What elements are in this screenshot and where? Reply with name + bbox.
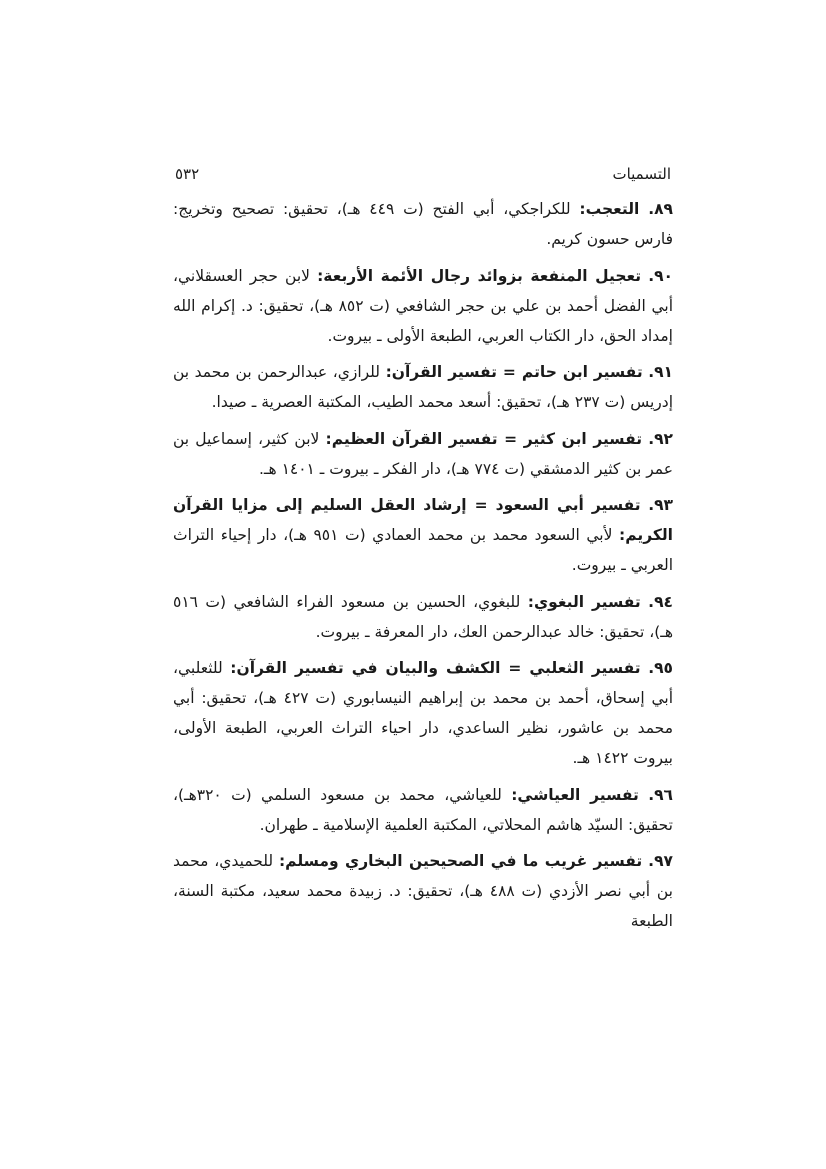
entry-details: للثعلبي، أبي إسحاق، أحمد بن محمد بن إبراهيم النيسابوري (ت ٤٢٧ هـ)، تحقيق: أبي محمد بن عاشور، نظير الساعدي، دار احياء التراث العربي، الطبعة الأولى، بيروت ١٤٢٢ هـ. — [173, 659, 673, 767]
running-title: التسميات — [612, 165, 671, 183]
entry-details: لابن كثير، إسماعيل بن عمر بن كثير الدمشقي (ت ٧٧٤ هـ)، دار الفكر ـ بيروت ـ ١٤٠١ هـ. — [173, 429, 673, 478]
bibliography-entry-91 — [173, 357, 673, 417]
bibliography-list — [173, 194, 673, 943]
entry-details: للبغوي، الحسين بن مسعود الفراء الشافعي (ت ٥١٦ هـ)، تحقيق: خالد عبدالرحمن العك، دار المعرفة ـ بيروت. — [173, 592, 673, 641]
entry-details: لأبي السعود محمد بن محمد العمادي (ت ٩٥١ هـ)، دار إحياء التراث العربي ـ بيروت. — [173, 526, 673, 574]
entry-number: ٨٩. — [648, 200, 673, 218]
entry-number: ٩٥. — [648, 659, 673, 677]
bibliography-entry-89 — [173, 194, 673, 254]
entry-number: ٩٢. — [648, 429, 674, 448]
entry-number: ٩٧. — [648, 852, 673, 870]
entry-title: تفسير البغوي: — [527, 592, 641, 611]
bibliography-entry-97 — [173, 846, 673, 936]
entry-title: تفسير ابن حاتم = تفسير القرآن: — [385, 363, 643, 381]
page-number: ٥٣٢ — [175, 165, 200, 183]
entry-number: ٩٠. — [648, 266, 673, 285]
entry-details: للرازي، عبدالرحمن بن محمد بن إدريس (ت ٢٣٧ هـ)، تحقيق: أسعد محمد الطيب، المكتبة العصرية ـ صيدا. — [173, 363, 673, 411]
bibliography-entry-92 — [173, 424, 673, 484]
bibliography-entry-95 — [173, 653, 673, 773]
entry-title: تفسير العياشي: — [511, 785, 639, 804]
bibliography-entry-94 — [173, 587, 673, 647]
entry-title: تفسير غريب ما في الصحيحين البخاري ومسلم: — [278, 852, 643, 870]
entry-details: للكراجكي، أبي الفتح (ت ٤٤٩ هـ)، تحقيق: تصحيح وتخريج: فارس حسون كريم. — [173, 200, 673, 248]
entry-number: ٩٣. — [648, 496, 674, 514]
running-header — [175, 161, 671, 187]
entry-details: لابن حجر العسقلاني، أبي الفضل أحمد بن علي بن حجر الشافعي (ت ٨٥٢ هـ)، تحقيق: د. إكرام الله إمداد الحق، دار الكتاب العربي، الطبعة الأولى ـ بيروت. — [173, 266, 673, 345]
entry-title: تفسير الثعلبي = الكشف والبيان في تفسير القرآن: — [230, 659, 641, 677]
entry-title: تفسير أبي السعود = إرشاد العقل السليم إلى مزايا القرآن الكريم: — [173, 496, 673, 544]
entry-title: تفسير ابن كثير = تفسير القرآن العظيم: — [325, 429, 643, 448]
entry-number: ٩١. — [648, 363, 673, 381]
bibliography-entry-93 — [173, 490, 673, 580]
bibliography-entry-96 — [173, 780, 673, 840]
bibliography-entry-90 — [173, 261, 673, 351]
entry-details: للحميدي، محمد بن أبي نصر الأزدي (ت ٤٨٨ هـ)، تحقيق: د. زبيدة محمد سعيد، مكتبة السنة، الطبعة — [173, 852, 673, 930]
entry-title: التعجب: — [579, 200, 640, 218]
entry-number: ٩٦. — [648, 785, 673, 804]
entry-number: ٩٤. — [648, 592, 673, 611]
entry-title: تعجيل المنفعة بزوائد رجال الأئمة الأربعة: — [317, 266, 642, 285]
entry-details: للعياشي، محمد بن مسعود السلمي (ت ٣٢٠هـ)، تحقيق: السيّد هاشم المحلاتي، المكتبة العلمية الإسلامية ـ طهران. — [173, 785, 673, 834]
